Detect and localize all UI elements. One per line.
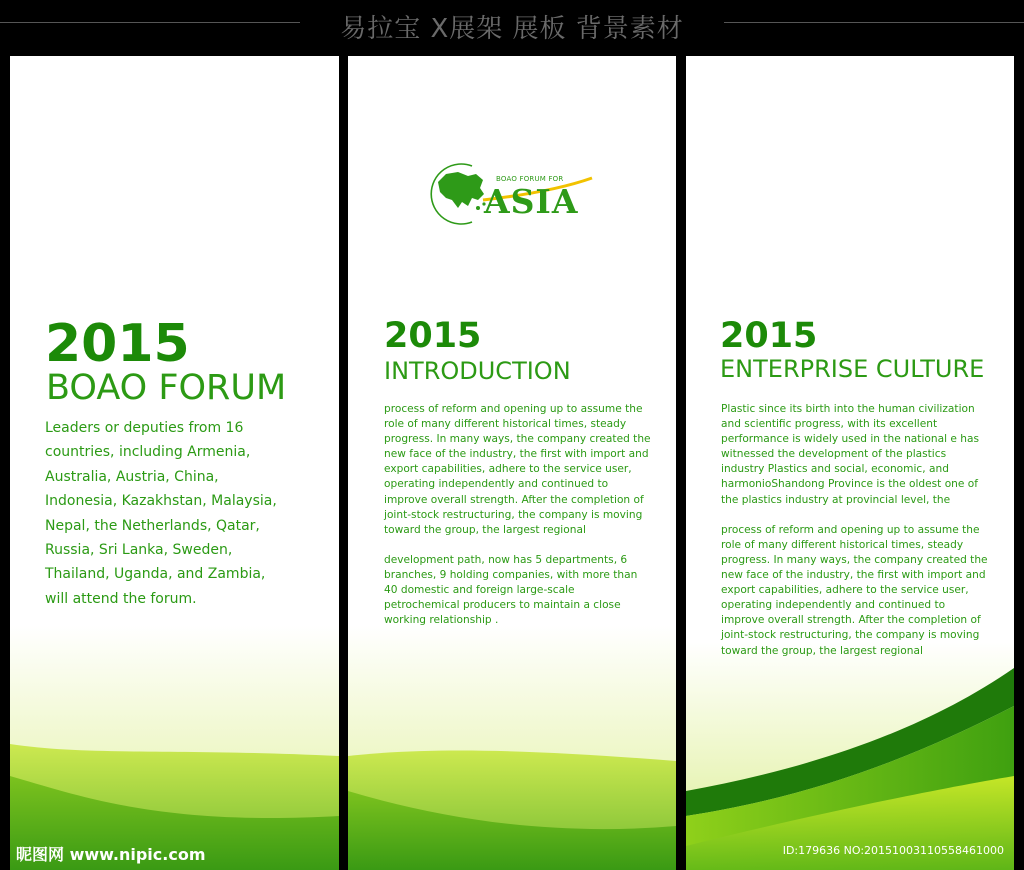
panel-body-text: Leaders or deputies from 16 countries, including Armenia, Australia, Austria, China, Indonesia, Kazakhstan, Malaysia, Nepal, the Netherlands, Qatar, Russia, Sri Lanka, Sweden, Thailand, Uganda, and Zambia, will attend the forum. bbox=[45, 420, 277, 607]
panel-heading: BOAO FORUM bbox=[46, 368, 287, 408]
panel-introduction bbox=[348, 56, 676, 870]
watermark-text: 昵图网 www.nipic.com bbox=[16, 845, 206, 864]
year-label: 2015 bbox=[720, 316, 818, 356]
panel-boao-forum bbox=[10, 56, 339, 870]
image-id-text: ID:179636 NO:20151003110558461000 bbox=[782, 844, 1004, 857]
header-title: 易拉宝 X展架 展板 背景素材 bbox=[340, 14, 684, 44]
year-label: 2015 bbox=[384, 316, 482, 356]
panel-body-text: Plastic since its birth into the human civilization and scientific progress, with its excellent performance is widely used in the national e has witnessed the development of the plastics industry Plastics and social, economic, and harmonioShandong Province is the oldest one of the plastics industry at provincial level, the process of reform and opening up to assume the role of many different historical times, steady progress. In many ways, the company created the new face of the industry, the first with import and export capabilities, adhere to the service user, operating independently and continued to improve overall strength. After the completion of joint-stock restructuring, the company is moving toward the group, the largest regional bbox=[721, 403, 988, 657]
panel-body-text: process of reform and opening up to assume the role of many different historical times, steady progress. In many ways, the company created the new face of the industry, the first with import and export capabilities, adhere to the service user, operating independently and continued to improve overall strength. After the completion of joint-stock restructuring, the company is moving toward the group, the largest regional development path, now has 5 departments, 6 branches, 9 holding companies, with more than 40 domestic and foreign large-scale petrochemical producers to maintain a close working relationship . bbox=[384, 403, 651, 627]
panel-heading: ENTERPRISE CULTURE bbox=[720, 355, 985, 383]
year-label: 2015 bbox=[45, 314, 190, 374]
logo-big-text: ASIA bbox=[484, 182, 579, 221]
header-bar bbox=[0, 0, 1024, 56]
panel-heading: INTRODUCTION bbox=[384, 357, 571, 385]
logo-small-text: BOAO FORUM FOR bbox=[496, 175, 564, 183]
panel-enterprise-culture bbox=[686, 56, 1014, 870]
